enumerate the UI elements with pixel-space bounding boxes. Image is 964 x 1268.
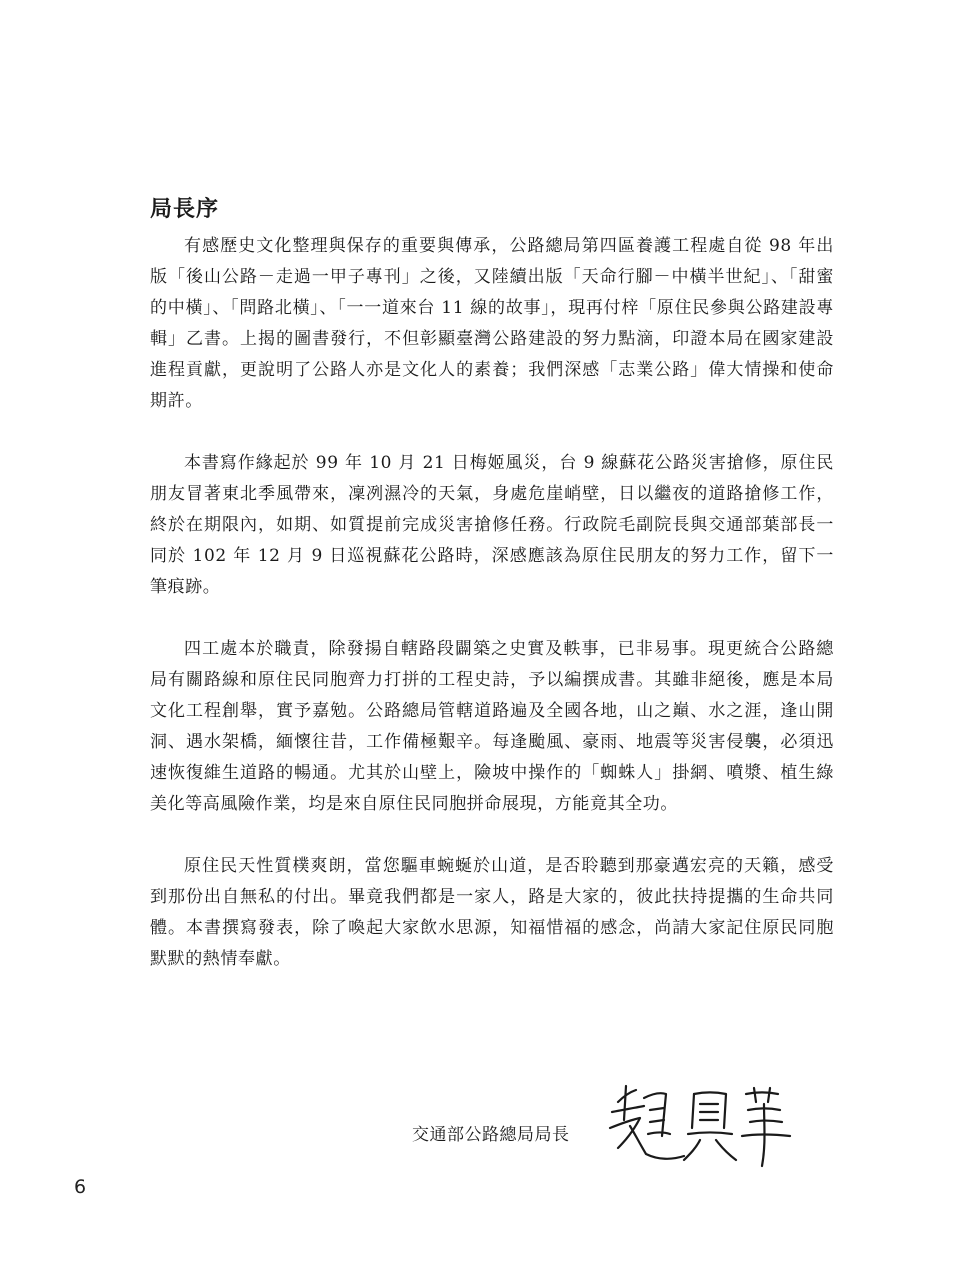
paragraph-3: 四工處本於職責，除發揚自轄路段闢築之史實及軼事，已非易事。現更統合公路總局有關路線和原住民同胞齊力打拼的工程史詩，予以編撰成書。其雖非絕後，應是本局文化工程創舉，實予嘉勉。公路總局管轄道路遍及全國各地，山之巔、水之涯，逢山開洞、遇水架橋，緬懷往昔，工作備極艱辛。每逢颱風、豪雨、地震等災害侵襲，必須迅速恢復維生道路的暢通。尤其於山壁上，險坡中操作的「蜘蛛人」掛網、噴漿、植生綠美化等高風險作業，均是來自原住民同胞拼命展現，方能竟其全功。 — [150, 639, 834, 814]
signature-block — [412, 1080, 812, 1170]
handwritten-signature — [600, 1080, 800, 1170]
page-title: 局長序 — [150, 196, 220, 222]
page-number: 6 — [74, 1176, 87, 1198]
paragraph-4: 原住民天性質樸爽朗，當您驅車蜿蜒於山道，是否聆聽到那豪邁宏亮的天籟，感受到那份出自無私的付出。畢竟我們都是一家人，路是大家的，彼此扶持提攜的生命共同體。本書撰寫發表，除了喚起大家飲水思源，知福惜福的感念，尚請大家記住原民同胞默默的熱情奉獻。 — [150, 856, 834, 969]
paragraph-1: 有感歷史文化整理與保存的重要與傳承，公路總局第四區養護工程處自從 98 年出版「後山公路－走過一甲子專刊」之後，又陸續出版「天命行腳－中橫半世紀」、「甜蜜的中橫」、「問路北橫」、「一一道來台 11 線的故事」，現再付梓「原住民參與公路建設專輯」乙書。上揭的圖書發行，不但彰顯臺灣公路建設的努力點滴，印證本局在國家建設進程貢獻，更說明了公路人亦是文化人的素養；我們深感「志業公路」偉大情操和使命期許。 — [150, 236, 834, 411]
signatory-title: 交通部公路總局局長 — [412, 1125, 570, 1145]
preface-body — [150, 231, 834, 1006]
paragraph-2: 本書寫作緣起於 99 年 10 月 21 日梅姬風災，台 9 線蘇花公路災害搶修，原住民朋友冒著東北季風帶來，凜冽濕冷的天氣，身處危崖峭壁，日以繼夜的道路搶修工作，終於在期限內，如期、如質提前完成災害搶修任務。行政院毛副院長與交通部葉部長一同於 102 年 12 月 9 日巡視蘇花公路時，深感應該為原住民朋友的努力工作，留下一筆痕跡。 — [150, 453, 834, 597]
